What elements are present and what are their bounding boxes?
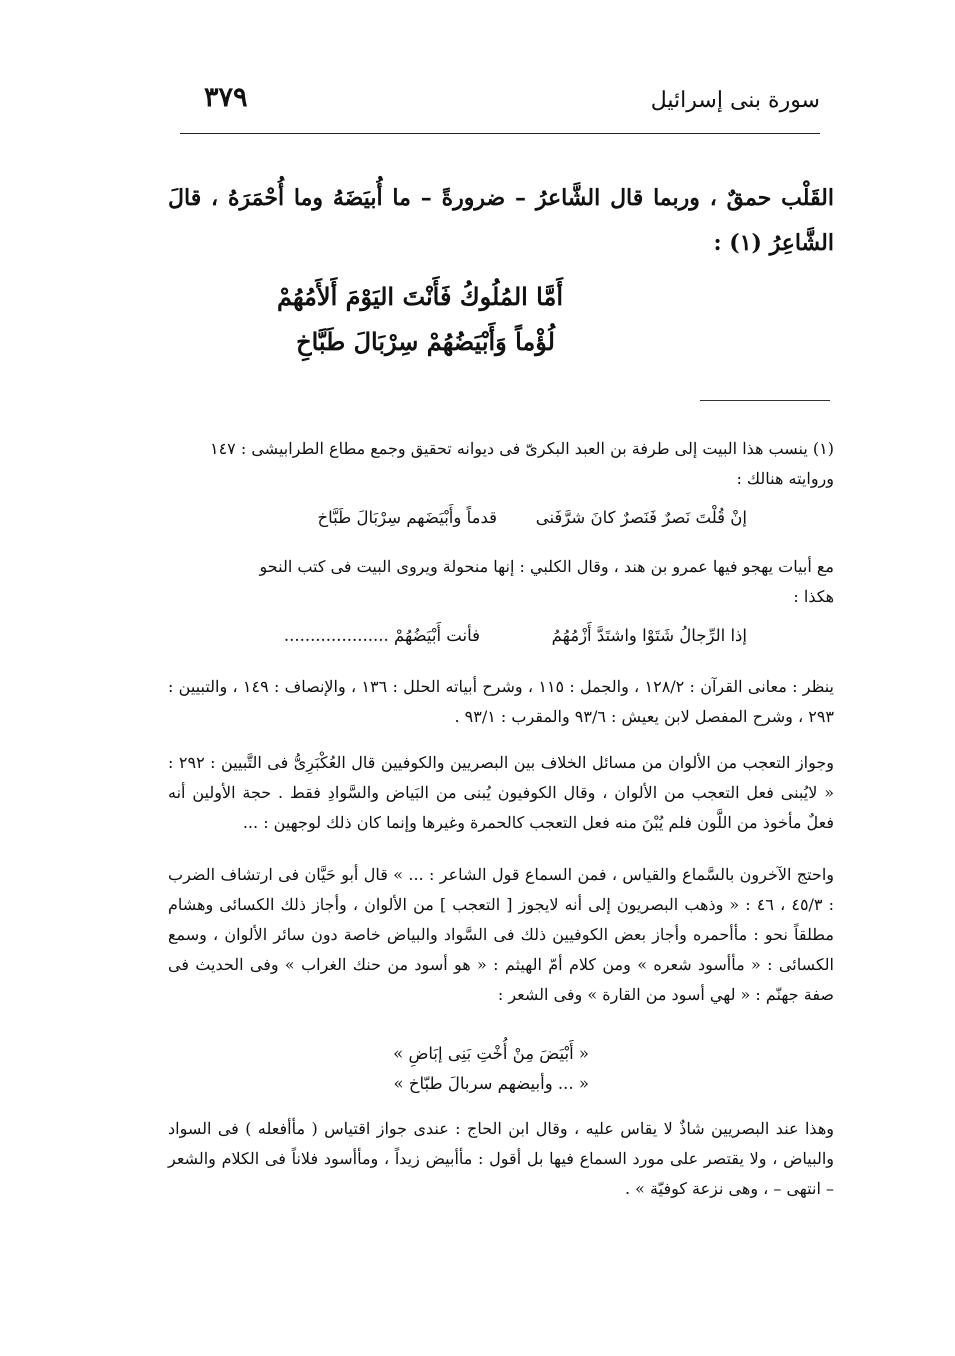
footnote-divider (700, 400, 830, 401)
main-verse-line-1: أَمَّا المُلُوكُ فَأَنْتَ اليَوْمَ أَلأَمُهُمْ (277, 282, 563, 311)
footnote-verse-2-hemistich-b: فأنت أَبْيَضُهُمْ .................... (283, 626, 480, 645)
header-divider (180, 133, 820, 134)
footnote-references: ينظر : معانى القرآن : ١٢٨/٢ ، والجمل : ١١٥ ، وشرح أبياته الحلل : ١٣٦ ، والإنصاف : ١٤٩ ، والتبيين : ٢٩٣ ، وشرح المفصل لابن يعيش : ٩٣/٦ والمقرب : ٩٣/١ . (168, 677, 835, 726)
footnote-paragraph-2: واحتج الآخرون بالسَّماع والقياس ، فمن السماع قول الشاعر : ... » قال أبو حَيَّان فى ارتشاف الضرب : ٤٥/٣ ، ٤٦ : « وذهب البصريون إلى أنه لايجوز [ التعجب ] من الألوان ، وأجاز ذلك الكسائى وهشام مطلقاً نحو : مأأحمره وأجاز بعض الكوفيين ذلك فى السَّواد والبياض خاصة دون سائر الألوان ، وسمع الكسائى : « مأأسود شعره » ومن كلام أمّ الهيثم : « هو أسود من حنك الغراب » وفى الحديث فى صفة جهنّم : « لهي أسود من القارة » وفى الشعر : (168, 865, 834, 1004)
footnote-paragraph-3: وهذا عند البصريين شاذٌ لا يقاس عليه ، وقال ابن الحاج : عندى جواز اقتياس ( مأأفعله ) فى السواد والبياض ، ولا يقتصر على مورد السماع فيها بل أقول : مأأبيض زيداً ، ومأأسود فلاناً فى الكلام والشعر – انتهى – ، وهى نزعة كوفيّة » . (168, 1119, 834, 1198)
footnote-verse-2-hemistich-a: إذا الرِّجالُ شَتَوْا واشتَدَّ أَزْمُهُمُ (551, 626, 747, 645)
footnote-line-1 (168, 434, 834, 494)
footnote-line-3 (168, 552, 834, 612)
page-number: ٣٧٩ (204, 82, 248, 113)
footnote-text-4: هكذا : (793, 587, 834, 606)
footnote-quote-2: « ... وأبيضهم سربالَ طبّاخ » (393, 1074, 589, 1093)
footnote-intro-cont: وروايته هنالك : (736, 469, 834, 488)
footnote-paragraph-1: وجواز التعجب من الألوان من مسائل الخلاف بين البصريين والكوفيين قال العُكْبَرِىُّ فى التَّبيين : ٢٩٢ : « لايُبنى فعل التعجب من الألوان ، وقال الكوفيون يُبنى من البَياض والسَّوادِ فقط . حجة الأولين أنه فعلٌ مأخوذ من اللَّون فلم يُبْنَ منه فعل التعجب كالحمرة وغيرها وإنما كان ذلك لوجهين : ... (168, 753, 834, 832)
footnote-verse-1-hemistich-a: إنْ قُلْتَ نَصرٌ فَنَصرٌ كانَ شرَّفَنى (535, 508, 747, 527)
footnote-quote-1: « أَبْيَضَ مِنْ أُخْتِ بَنِى إبَاضِ » (393, 1044, 589, 1063)
main-verse-line-2: لُؤْماً وَأَبْيَضُهُمْ سِرْبَالَ طَبَّاخِ (296, 327, 555, 356)
footnote-text-3: مع أبيات يهجو فيها عمرو بن هند ، وقال الكلبي : إنها منحولة ويروى البيت فى كتب النحو (259, 557, 834, 576)
page-header (180, 82, 820, 122)
chapter-title: سورة بنى إسرائيل (650, 88, 820, 113)
footnote-intro: (١) ينسب هذا البيت إلى طرفة بن العبد البكرىّ فى ديوانه تحقيق وجمع مطاع الطرابيشى : ١٤٧ (209, 439, 834, 458)
main-paragraph: القَلْب حمقٌ ، وربما قال الشَّاعرُ – ضرورةً – ما أُبيَضَهُ وما أُحْمَرَهُ ، قالَ الشَّاعِرُ (١) : (168, 185, 834, 256)
footnote-verse-1-hemistich-b: قدماً وأَبْيَضَهم سِرْبَالَ طَبَّاخ (317, 508, 497, 527)
